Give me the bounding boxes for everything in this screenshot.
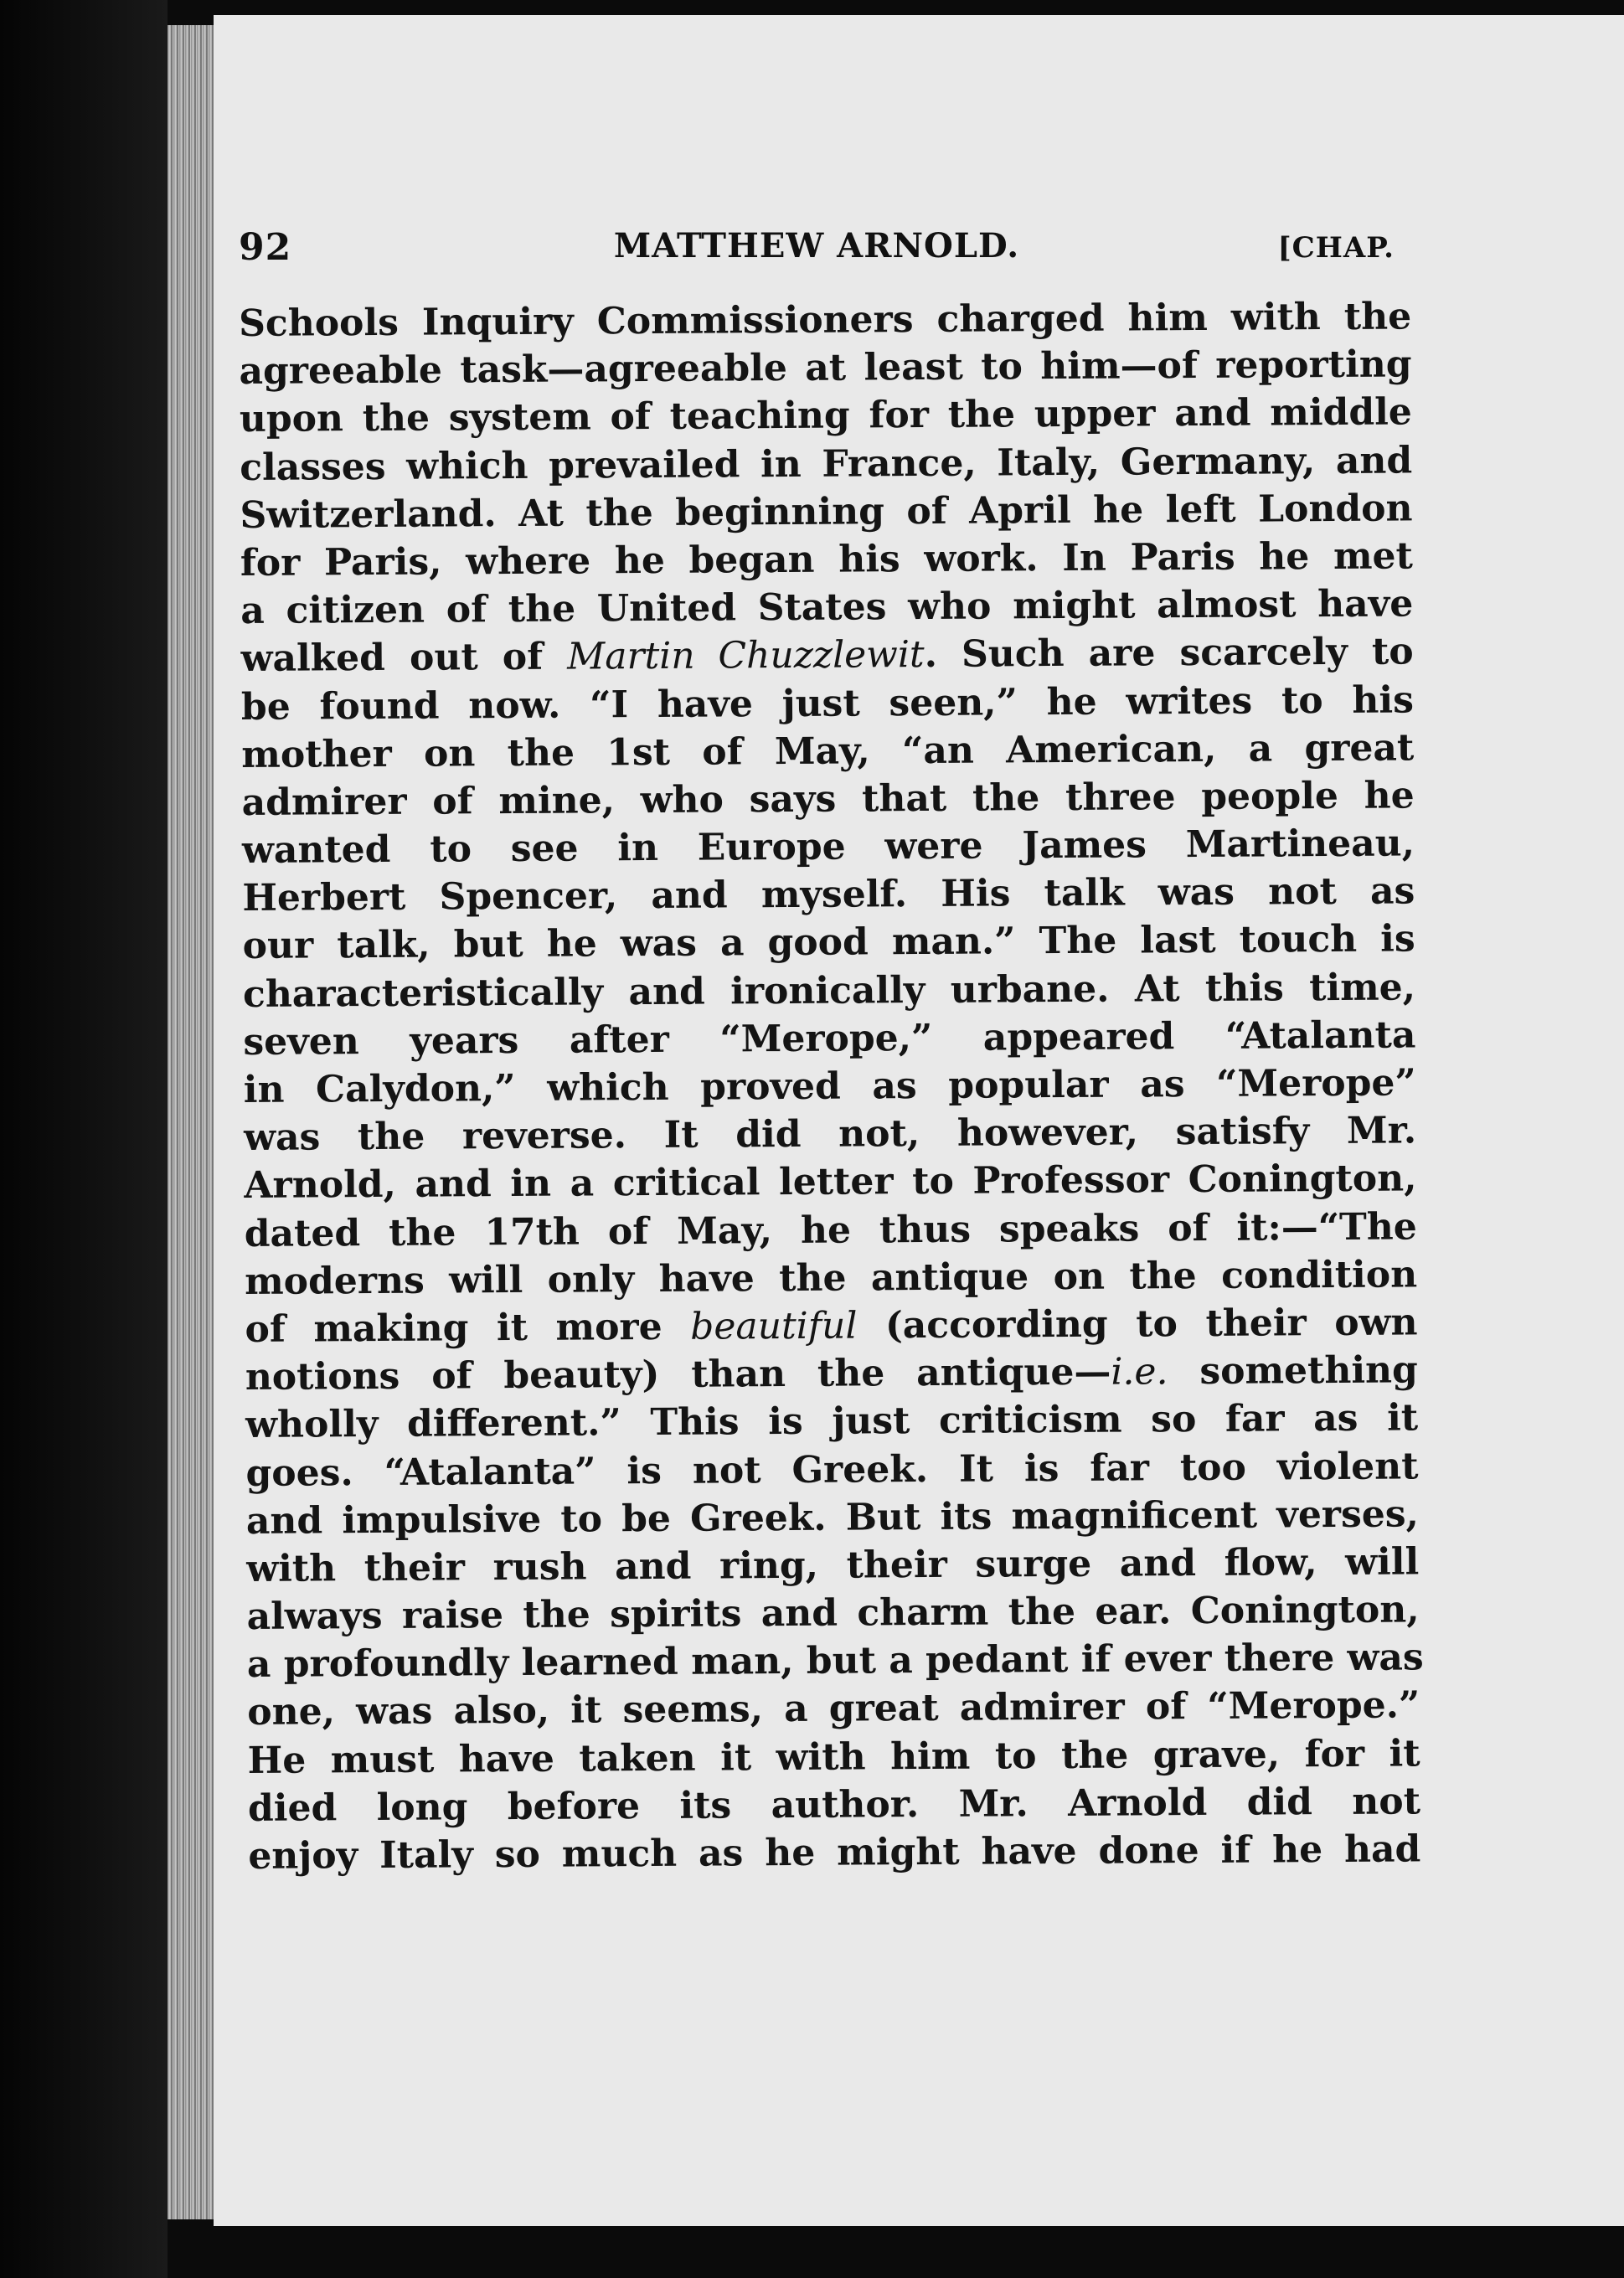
page-number: 92	[239, 226, 292, 269]
text-line: Switzerland. At the beginning of April he left London	[240, 487, 1413, 537]
text-line: was the reverse. It did not, however, satisfy Mr.	[243, 1109, 1417, 1160]
text-line: Arnold, and in a critical letter to Professor Conington,	[244, 1157, 1417, 1208]
text-line: died long before its author. Mr. Arnold did not	[247, 1780, 1421, 1830]
text-line: upon the system of teaching for the upper and middle	[239, 390, 1413, 441]
italic-text: beautiful	[690, 1304, 858, 1348]
text-line: walked out of Martin Chuzzlewit. Such are scarcely to	[240, 630, 1414, 681]
body-text	[239, 292, 1424, 1880]
text-line: with their rush and ring, their surge and flow, will	[246, 1540, 1420, 1590]
text-line: a citizen of the United States who might almost have	[240, 582, 1414, 633]
running-title: MATTHEW ARNOLD.	[613, 226, 1020, 265]
text-line: for Paris, where he began his work. In Paris he met	[240, 534, 1414, 585]
italic-text: Martin Chuzzlewit	[567, 633, 925, 678]
text-line: be found now. “I have just seen,” he writes to his	[240, 678, 1415, 729]
text-line: one, was also, it seems, a great admirer of “Merope.”	[247, 1683, 1420, 1734]
text-line: wanted to see in Europe were James Martineau,	[241, 822, 1415, 873]
text-line: goes. “Atalanta” is not Greek. It is far too violent	[245, 1444, 1419, 1495]
text-line: of making it more beautiful (according to their own	[245, 1301, 1418, 1351]
text-line: our talk, but he was a good man.” The last touch is	[242, 917, 1415, 968]
text-line: admirer of mine, who says that the three people he	[241, 774, 1415, 824]
text-line: notions of beauty) than the antique—i.e. something	[245, 1348, 1418, 1399]
text-line: He must have taken it with him to the grave, for it	[247, 1732, 1420, 1782]
text-line: Schools Inquiry Commissioners charged him with the	[239, 295, 1412, 345]
page-edges	[168, 25, 218, 2219]
text-line: wholly different.” This is just criticism so far as it	[245, 1396, 1419, 1447]
text-line: enjoy Italy so much as he might have done if he had	[248, 1827, 1421, 1878]
italic-text: i.e.	[1111, 1350, 1168, 1394]
text-line: dated the 17th of May, he thus speaks of it:—“The	[244, 1204, 1417, 1255]
text-line: mother on the 1st of May, “an American, a great	[241, 726, 1415, 776]
text-line: a profoundly learned man, but a pedant if ever there was	[246, 1636, 1424, 1687]
text-line: seven years after “Merope,” appeared “Atalanta	[243, 1013, 1416, 1064]
text-line: agreeable task—agreeable at least to him—of reporting	[239, 343, 1412, 394]
text-line: characteristically and ironically urbane. At this time,	[242, 966, 1416, 1016]
text-line: in Calydon,” which proved as popular as “Merope”	[243, 1061, 1416, 1111]
text-line: always raise the spirits and charm the ear. Conington,	[246, 1588, 1420, 1639]
text-line: Herbert Spencer, and myself. His talk was not as	[242, 869, 1415, 920]
book-binding	[0, 0, 168, 2278]
text-line: moderns will only have the antique on the condition	[245, 1253, 1418, 1303]
chapter-mark: [CHAP.	[1277, 231, 1395, 265]
text-line: classes which prevailed in France, Italy, Germany, and	[240, 439, 1413, 489]
text-line: and impulsive to be Greek. But its magnificent verses,	[245, 1492, 1420, 1543]
page-header	[239, 226, 1395, 285]
